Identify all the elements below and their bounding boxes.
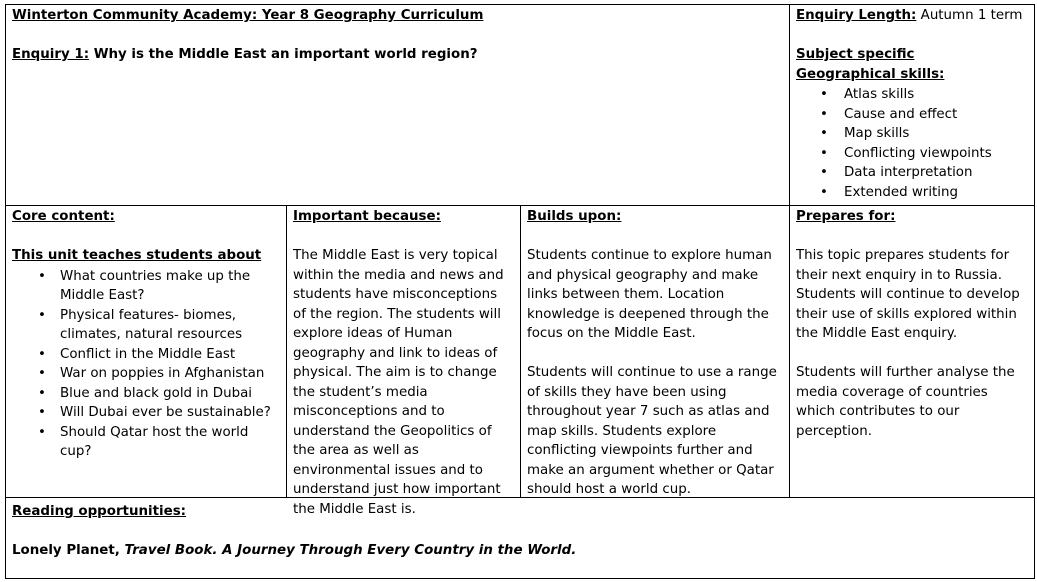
list-item: • War on poppies in Afghanistan [12,364,280,384]
enquiry-length-label: Enquiry Length: [796,8,917,23]
enquiry-length-value: Autumn 1 term [916,8,1023,23]
prepares-paragraph-2: Students will further analyse the media coverage of countries which contributes to our perception. [796,365,1015,439]
enquiry-label: Enquiry 1: [12,47,90,62]
reading-cell [5,497,1035,579]
list-item: • Physical features- biomes, climates, natural resources [38,307,243,342]
builds-cell [520,205,790,498]
bullet-icon: • [38,307,46,323]
school-title: Winterton Community Academy: Year 8 Geography Curriculum [12,8,484,23]
bullet-icon: • [38,268,46,284]
list-item: • Should Qatar host the world cup? [38,424,249,459]
bullet-icon: • [820,126,828,141]
bullet-icon: • [38,385,46,401]
list-item: • Atlas skills [796,85,1028,105]
enquiry-question: Why is the Middle East an important world region? [89,47,478,62]
bullet-icon: • [38,424,46,440]
bullet-icon: • [820,106,828,122]
core-subheading: This unit teaches students about [12,248,262,263]
important-text: The Middle East is very topical within the media and news and students have misconceptions of the region. The students will explore ideas of Human geography and link to ideas of physical. The aim is to change the student’s media misconceptions and to understand the Geopolitics of the area as well as environmental issues and to understand just how important the Middle East is. [293,248,504,517]
bullet-icon: • [820,184,828,200]
list-item: • Map skills [796,124,1028,144]
skills-heading: Subject specific Geographical skills: [796,47,945,82]
bullet-icon: • [820,145,828,161]
list-item: • Extended writing [796,183,1028,203]
skills-cell [789,4,1035,206]
prepares-cell [789,205,1035,498]
reading-author: Lonely Planet, [12,543,120,558]
important-cell [286,205,521,517]
prepares-heading: Prepares for: [796,209,896,224]
builds-paragraph-1: Students continue to explore human and physical geography and make links between them. Location knowledge is deepened through the focus on the Middle East. [527,248,772,341]
list-item: • What countries make up the Middle East? [38,268,251,303]
list-item: • Conflict in the Middle East [12,345,280,365]
bullet-icon: • [820,87,828,102]
list-item: • Data interpretation [796,163,1028,183]
reading-title: Travel Book. A Journey Through Every Country in the World. [119,543,577,558]
enquiry-title [12,45,783,65]
bullet-icon: • [38,405,46,420]
bullet-icon: • [38,346,46,362]
prepares-paragraph-1: This topic prepares students for their next enquiry in to Russia. Students will continue to develop their use of skills explored within the Middle East enquiry. [796,248,1020,341]
important-heading: Important because: [293,209,441,224]
bullet-icon: • [820,165,828,180]
builds-heading: Builds upon: [527,209,622,224]
bullet-icon: • [38,366,46,381]
list-item: • Blue and black gold in Dubai [12,384,280,404]
enquiry-length [796,6,1028,26]
header-cell [5,4,790,206]
list-item: • Conflicting viewpoints [796,144,1028,164]
reading-book [12,541,1028,561]
core-content-cell [5,205,287,498]
list-item: • Cause and effect [796,105,1028,125]
reading-heading: Reading opportunities: [12,504,187,519]
core-heading: Core content: [12,209,115,224]
core-list [12,267,280,462]
list-item: • Will Dubai ever be sustainable? [12,403,280,423]
builds-paragraph-2: Students will continue to use a range of skills they have been using throughout year 7 such as atlas and map skills. Students explore conflicting viewpoints further and make an argument whether or Qatar should host a world cup. [527,365,777,497]
skills-list [796,85,1028,202]
